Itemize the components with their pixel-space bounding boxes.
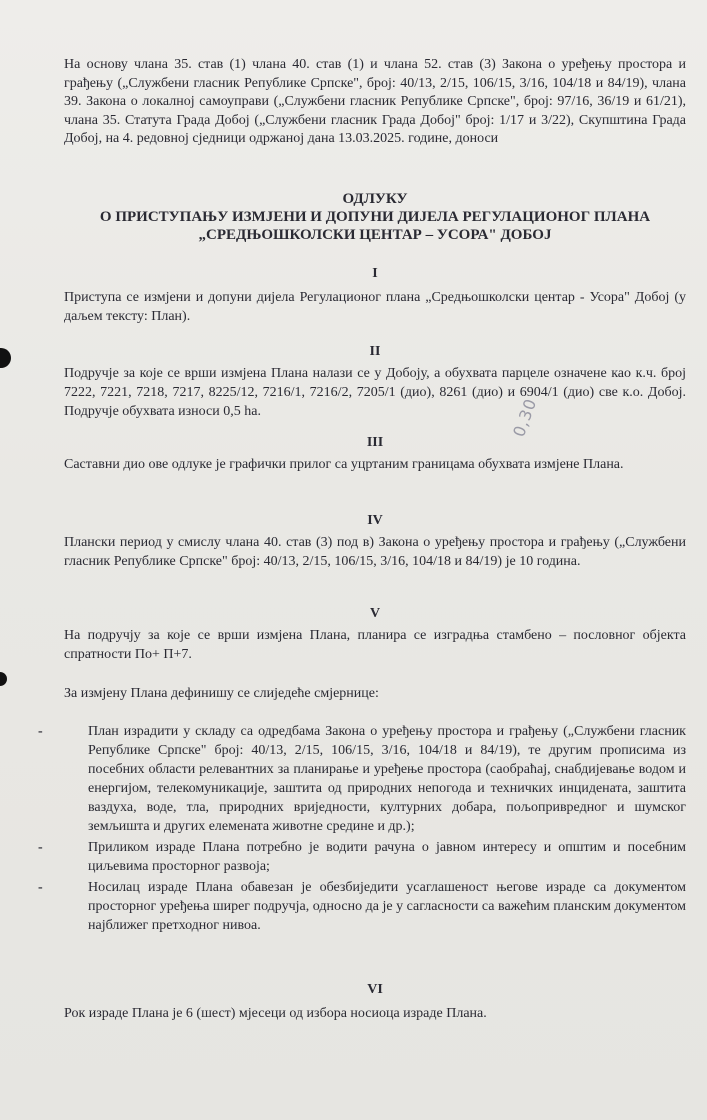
guideline-text-3: Носилац израде Плана обавезан је обезбиједити усаглашеност његове израде са документом просторног уређења ширег подручја, односно да је у сагласности са важећим планским документом најближег претходног нивоа. <box>88 880 686 933</box>
list-item <box>38 722 686 836</box>
section-numeral-5: V <box>369 606 381 621</box>
guidelines-intro: За измјену Плана дефинишу се слиједеће смјернице: <box>64 686 379 701</box>
section-text-2: Подручје за које се врши измјена Плана налази се у Добоју, а обухвата парцеле означене као к.ч. број 7222, 7221, 7218, 7217, 8225/12, 7216/1, 7216/2, 7205/1 (дио), 8261 (дио) и 6904/1 (дио) све к.о. Добој. Подручје обухвата износи 0,5 ha. <box>64 366 686 419</box>
title-line-1: ОДЛУКУ <box>342 191 408 207</box>
title-line-3: „СРЕДЊОШКОЛСКИ ЦЕНТАР – УСОРА" ДОБОЈ <box>198 227 552 243</box>
bullet-marker: - <box>38 724 43 739</box>
bullet-marker: - <box>38 880 43 895</box>
section-text-5: На подручју за које се врши измјена Плана, планира се изградња стамбено – пословног објекта спратности По+ П+7. <box>64 628 686 662</box>
section-text-3: Саставни дио ове одлуке је графички прилог са уцртаним границама обухвата измјене Плана. <box>64 457 624 472</box>
section-text-6: Рок израде Плана је 6 (шест) мјесеци од избора носиоца израде Плана. <box>64 1006 487 1021</box>
guidelines-list <box>38 722 686 937</box>
guideline-text-1: План израдити у складу са одредбама Закона о уређењу простора и грађењу („Службени гласник Републике Српске" број: 40/13, 2/15, 106/15, 3/16, 104/18 и 84/19), те другим прописима из посебних области релевантних за планирање и уређење простора (саобраћај, снабдијевање водом и енергијом, телекомуникације, заштита од природних непогода и техничких инцидената, заштита ваздуха, воде, тла, природних вриједности, културних добара, пољопривредног и шумског земљишта и других елемената животне средине и др.); <box>88 724 686 834</box>
list-item <box>38 838 686 876</box>
section-numeral-4: IV <box>367 513 383 528</box>
section-numeral-2: II <box>369 344 381 359</box>
list-item <box>38 878 686 935</box>
section-numeral-3: III <box>366 435 384 450</box>
section-text-1: Приступа се измјени и допуни дијела Регулационог плана „Средњошколски центар - Усора" Добој (у даљем тексту: План). <box>64 290 686 324</box>
handwritten-note: 0,30 <box>509 395 541 440</box>
punch-hole-top <box>0 348 11 368</box>
preamble-paragraph: На основу члана 35. став (1) члана 40. став (1) и члана 52. став (3) Закона о уређењу простора и грађењу („Службени гласник Републике Српске", број: 40/13, 2/15, 106/15, 3/16, 104/18 и 84/19), члана 39. Закона о локалној самоуправи („Службени гласник Републике Српске", број: 97/16, 36/19 и 61/21), члана 35. Статута Града Добој („Службени гласник Града Добој" број: 1/17 и 3/22), Скупштина Града Добој, на 4. редовној сједници одржаној дана 13.03.2025. године, доноси <box>64 57 686 146</box>
section-text-4: Плански период у смислу члана 40. став (3) под в) Закона о уређењу простора и грађењу („Службени гласник Републике Српске" број: 40/13, 2/15, 106/15, 3/16, 104/18 и 84/19) је 10 година. <box>64 535 686 569</box>
punch-hole-bottom <box>0 672 7 686</box>
title-line-2: О ПРИСТУПАЊУ ИЗМЈЕНИ И ДОПУНИ ДИЈЕЛА РЕГУЛАЦИОНОГ ПЛАНА <box>99 209 651 225</box>
guideline-text-2: Приликом израде Плана потребно је водити рачуна о јавном интересу и општим и посебним циљевима просторног развоја; <box>88 840 686 874</box>
section-numeral-6: VI <box>367 982 383 997</box>
decision-title <box>64 190 686 244</box>
bullet-marker: - <box>38 840 43 855</box>
section-numeral-1: I <box>372 266 378 281</box>
